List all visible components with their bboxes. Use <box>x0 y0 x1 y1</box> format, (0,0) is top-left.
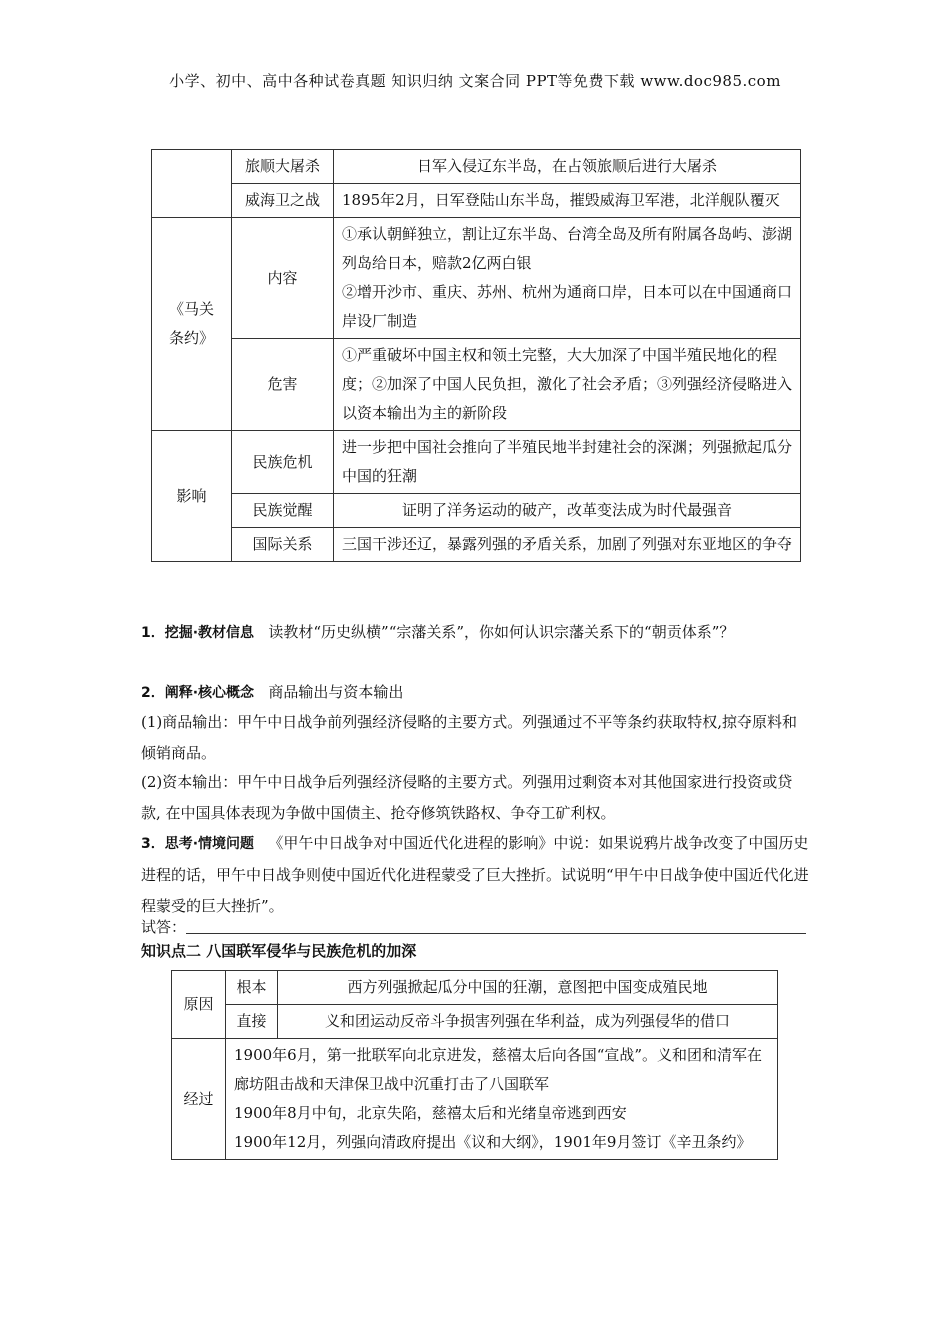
row-text: 进一步把中国社会推向了半殖民地半封建社会的深渊；列强掀起瓜分中国的狂潮 <box>334 431 801 494</box>
answer-label: 试答： <box>141 918 187 936</box>
process-item-3: 1900年12月，列强向清政府提出《议和大纲》，1901年9月签订《辛丑条约》 <box>234 1133 752 1151</box>
empty-cell <box>152 150 232 218</box>
row-label: 危害 <box>232 339 334 431</box>
row-text: 西方列强掀起瓜分中国的狂潮，意图把中国变成殖民地 <box>278 971 778 1005</box>
war-summary-table <box>151 149 801 562</box>
process-item-1: 1900年6月，第一批联军向北京进发，慈禧太后向各国“宣战”。义和团和清军在廊坊阻击战和天津保卫战中沉重打击了八国联军 <box>234 1046 763 1093</box>
row-label: 国际关系 <box>232 528 334 562</box>
process-item-2: 1900年8月中旬，北京失陷，慈禧太后和光绪皇帝逃到西安 <box>234 1104 627 1122</box>
answer-blank[interactable] <box>186 915 806 934</box>
treaty-content-2: ②增开沙市、重庆、苏州、杭州为通商口岸，日本可以在中国通商口岸设厂制造 <box>342 283 793 330</box>
table-row <box>152 431 801 494</box>
table-row <box>152 150 801 184</box>
eight-nation-table <box>171 970 778 1160</box>
treaty-label: 《马关条约》 <box>152 218 232 431</box>
table-row <box>152 339 801 431</box>
row-label: 旅顺大屠杀 <box>232 150 334 184</box>
row-label: 威海卫之战 <box>232 184 334 218</box>
answer-line <box>141 912 811 943</box>
table-row <box>172 1005 778 1039</box>
cause-label: 原因 <box>172 971 226 1039</box>
row-label: 民族危机 <box>232 431 334 494</box>
question-2-part-a: (1)商品输出：甲午中日战争前列强经济侵略的主要方式。列强通过不平等条约获取特权,掠夺原料和倾销商品。 <box>141 713 798 762</box>
table-row <box>152 494 801 528</box>
process-text <box>226 1039 778 1160</box>
question-1 <box>141 617 811 649</box>
question-3-title: 3．思考·情境问题 <box>141 836 255 852</box>
row-label: 内容 <box>232 218 334 339</box>
table-row <box>152 184 801 218</box>
question-1-text: 读教材“历史纵横”“宗藩关系”，你如何认识宗藩关系下的“朝贡体系”？ <box>268 623 735 641</box>
row-text: 义和团运动反帝斗争损害列强在华利益，成为列强侵华的借口 <box>278 1005 778 1039</box>
question-3-text: 《甲午中日战争对中国近代化进程的影响》中说：如果说鸦片战争改变了中国历史进程的话，甲午中日战争则使中国近代化进程蒙受了巨大挫折。试说明“甲午中日战争使中国近代化进程蒙受的巨大挫折”。 <box>141 834 809 915</box>
table-row <box>172 1039 778 1160</box>
row-text: 1895年2月，日军登陆山东半岛，摧毁威海卫军港，北洋舰队覆灭 <box>334 184 801 218</box>
table-row <box>152 528 801 562</box>
process-label: 经过 <box>172 1039 226 1160</box>
row-text: 日军入侵辽东半岛，在占领旅顺后进行大屠杀 <box>334 150 801 184</box>
question-2-text: 商品输出与资本输出 <box>268 683 404 701</box>
impact-label: 影响 <box>152 431 232 562</box>
row-label: 直接 <box>226 1005 278 1039</box>
row-text: ①严重破坏中国主权和领土完整，大大加深了中国半殖民地化的程度；②加深了中国人民负担，激化了社会矛盾；③列强经济侵略进入以资本输出为主的新阶段 <box>334 339 801 431</box>
treaty-content-1: ①承认朝鲜独立，割让辽东半岛、台湾全岛及所有附属各岛屿、澎湖列岛给日本，赔款2亿两白银 <box>342 225 793 272</box>
row-label: 民族觉醒 <box>232 494 334 528</box>
table-row <box>172 971 778 1005</box>
page-header: 小学、初中、高中各种试卷真题 知识归纳 文案合同 PPT等免费下载 www.doc985.com <box>169 72 781 90</box>
question-3 <box>141 828 811 922</box>
question-2-title: 2．阐释·核心概念 <box>141 685 255 701</box>
question-2 <box>141 677 811 709</box>
treaty-content <box>334 218 801 339</box>
row-text: 三国干涉还辽，暴露列强的矛盾关系，加剧了列强对东亚地区的争夺 <box>334 528 801 562</box>
row-label: 根本 <box>226 971 278 1005</box>
question-1-title: 1．挖掘·教材信息 <box>141 625 255 641</box>
section-2-title: 知识点二 八国联军侵华与民族危机的加深 <box>141 942 417 960</box>
table-row <box>152 218 801 339</box>
question-2-part-b: (2)资本输出：甲午中日战争后列强经济侵略的主要方式。列强用过剩资本对其他国家进行投资或贷款, 在中国具体表现为争做中国债主、抢夺修筑铁路权、争夺工矿利权。 <box>141 773 793 822</box>
row-text: 证明了洋务运动的破产，改革变法成为时代最强音 <box>334 494 801 528</box>
